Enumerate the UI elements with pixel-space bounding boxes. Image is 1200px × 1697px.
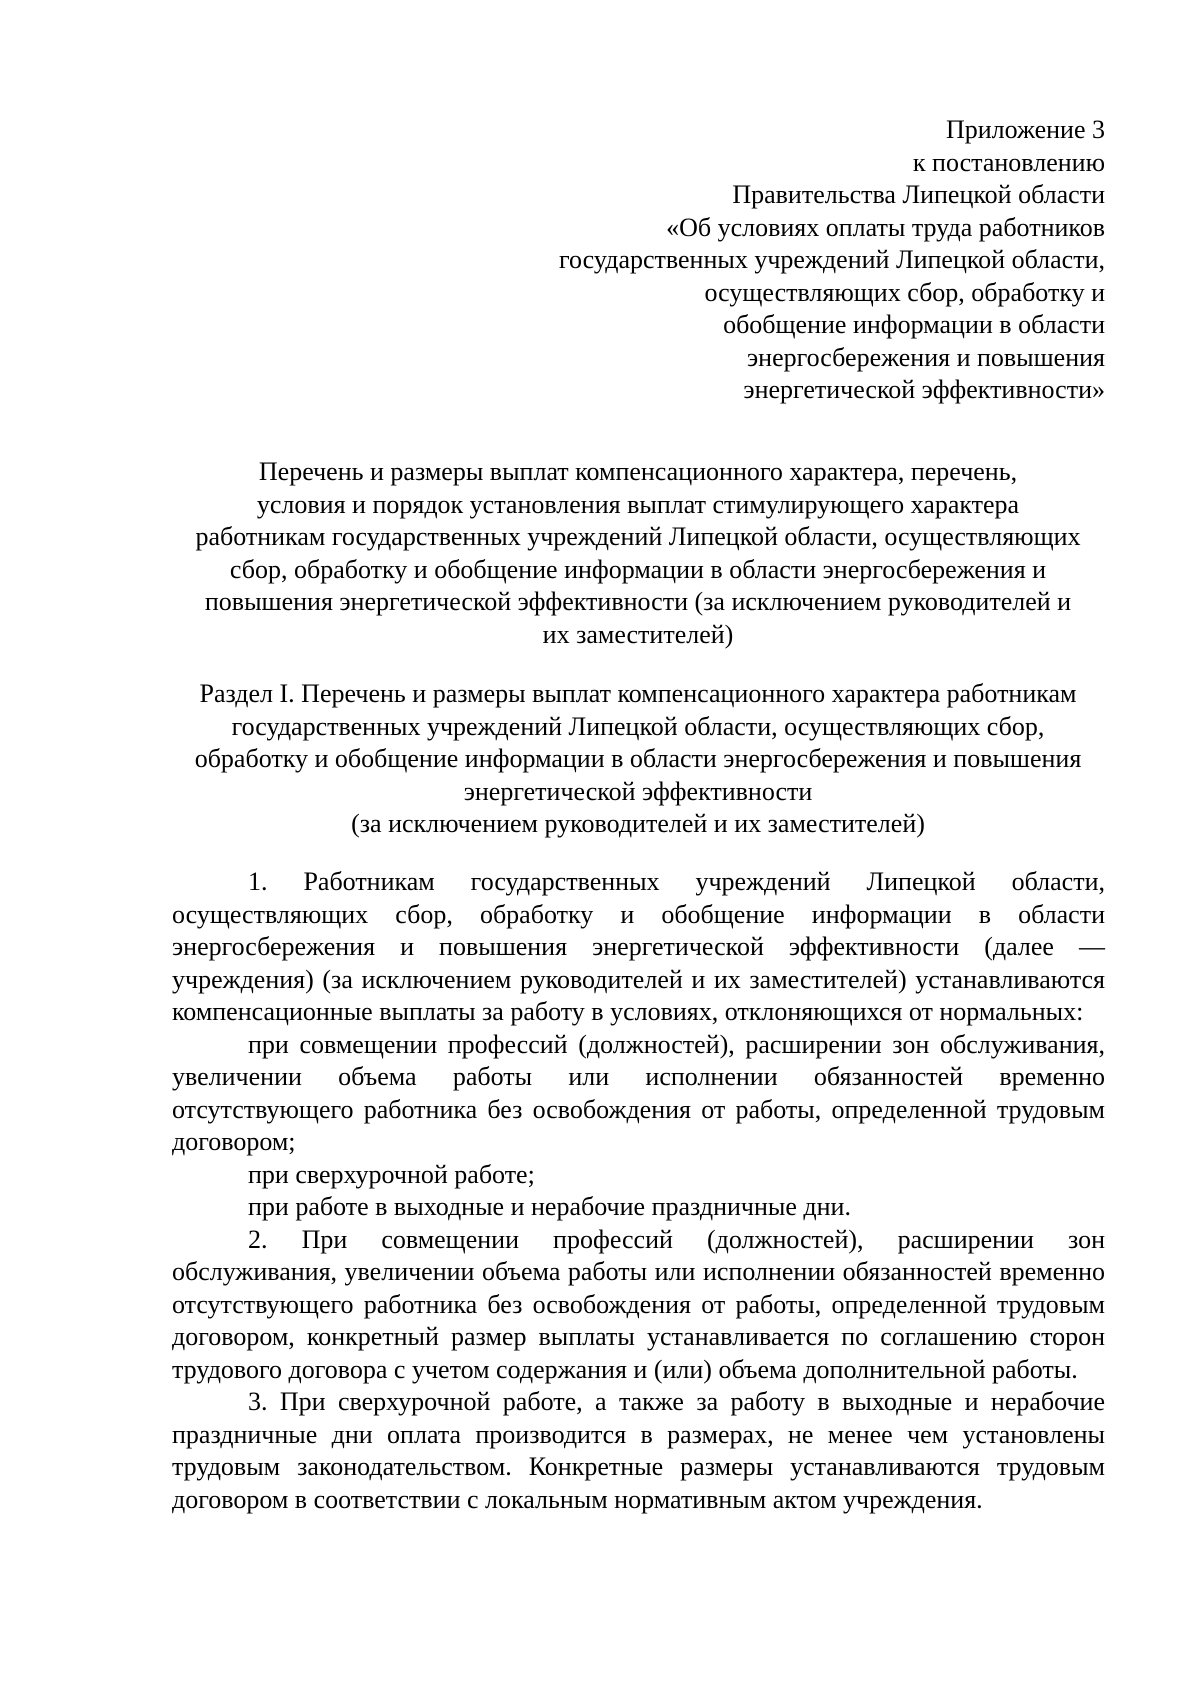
section-heading	[170, 678, 1106, 841]
paragraph-1: 1. Работникам государственных учреждений Липецкой области, осуществляющих сбор, обработку и обобщение информации в области энергосбережения и повышения энергетической эффективности (далее — учреждения) (за исключением руководителей и их заместителей) устанавливаются компенсационные выплаты за работу в условиях, отклоняющихся от нормальных:	[172, 867, 1105, 1026]
approval-line: обобщение информации в области	[723, 310, 1105, 339]
section-line: (за исключением руководителей и их заместителей)	[351, 809, 925, 838]
approval-block	[445, 114, 1105, 407]
title-line: их заместителей)	[542, 619, 734, 649]
approval-line: государственных учреждений Липецкой области,	[559, 245, 1105, 274]
section-line: энергетической эффективности	[463, 776, 813, 806]
paragraph-4: при работе в выходные и нерабочие праздничные дни.	[248, 1192, 851, 1221]
approval-line: Правительства Липецкой области	[732, 180, 1105, 209]
title-line: условия и порядок установления выплат стимулирующего характера	[256, 489, 1020, 519]
document-title	[170, 456, 1106, 651]
title-line: сбор, обработку и обобщение информации в области энергосбережения и	[229, 554, 1047, 584]
title-line: повышения энергетической эффективности (за исключением руководителей и	[204, 587, 1072, 616]
paragraph-5: 2. При совмещении профессий (должностей), расширении зон обслуживания, увеличении объема работы или исполнении обязанностей временно отсутствующего работника без освобождения от работы, определенной трудовым договором, конкретный размер выплаты устанавливается по соглашению сторон трудового договора с учетом содержания и (или) объема дополнительной работы.	[172, 1224, 1105, 1384]
approval-line: к постановлению	[912, 147, 1105, 177]
paragraph-3: при сверхурочной работе;	[248, 1159, 535, 1189]
section-line: Раздел I. Перечень и размеры выплат компенсационного характера работникам	[199, 679, 1077, 708]
approval-line: «Об условиях оплаты труда работников	[666, 212, 1105, 242]
title-line: работникам государственных учреждений Липецкой области, осуществляющих	[195, 522, 1081, 551]
body-text	[172, 866, 1105, 1516]
approval-line: Приложение 3	[945, 115, 1105, 144]
title-line: Перечень и размеры выплат компенсационного характера, перечень,	[258, 457, 1018, 486]
section-line: обработку и обобщение информации в области энергосбережения и повышения	[194, 744, 1082, 773]
section-line: государственных учреждений Липецкой области, осуществляющих сбор,	[231, 711, 1045, 741]
approval-line: осуществляющих сбор, обработку и	[704, 277, 1105, 307]
paragraph-2: при совмещении профессий (должностей), расширении зон обслуживания, увеличении объема работы или исполнении обязанностей временно отсутствующего работника без освобождения от работы, определенной трудовым договором;	[172, 1029, 1105, 1156]
paragraph-6: 3. При сверхурочной работе, а также за работу в выходные и нерабочие праздничные дни оплата производится в размерах, не менее чем установлены трудовым законодательством. Конкретные размеры устанавливаются трудовым договором в соответствии с локальным нормативным актом учреждения.	[172, 1387, 1105, 1514]
approval-line: энергосбережения и повышения	[747, 342, 1105, 372]
approval-line: энергетической эффективности»	[743, 375, 1105, 404]
